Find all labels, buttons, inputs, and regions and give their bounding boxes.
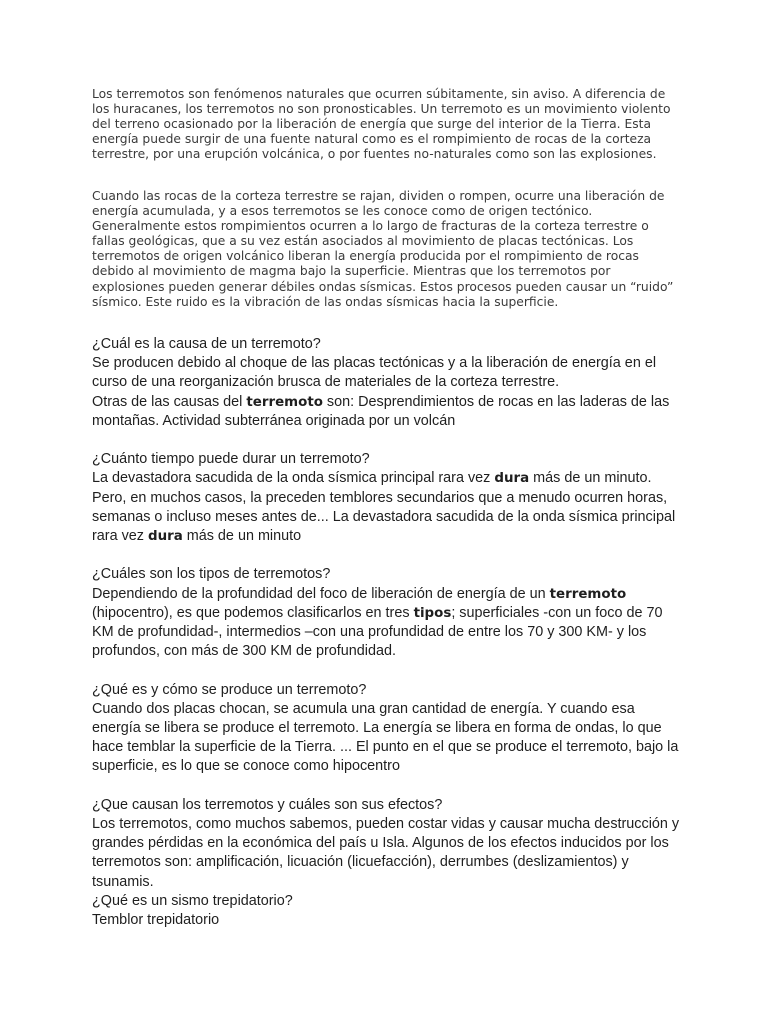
qa-block-tipos: [92, 565, 682, 661]
answer-duracion-bold-2: dura: [147, 529, 183, 545]
qa-block-causa: [92, 335, 682, 431]
answer-duracion-pre: La devastadora sacudida de la onda sísmica principal rara vez: [92, 470, 495, 487]
answer-tipos-bold-1: terremoto: [549, 586, 627, 602]
qa-block-efectos: [92, 796, 682, 930]
qa-block-produccion: [92, 681, 682, 777]
answer-tipos: [92, 585, 682, 662]
qa-section: [92, 335, 682, 930]
qa-block-duracion: [92, 450, 682, 546]
answer-tipos-bold-2: tipos: [413, 605, 452, 621]
question-efectos: ¿Que causan los terremotos y cuáles son sus efectos?: [92, 796, 443, 813]
answer-causa-2: [92, 393, 682, 431]
answer-duracion-post: más de un minuto: [182, 528, 302, 545]
question-causa: ¿Cuál es la causa de un terremoto?: [92, 336, 321, 352]
answer-tipos-mid: (hipocentro), es que podemos clasificarlos en tres: [92, 604, 414, 621]
answer-duracion-bold-1: dura: [494, 471, 530, 487]
intro-paragraph-2: Cuando las rocas de la corteza terrestre se rajan, dividen o rompen, ocurre una liberación de energía acumulada, y a esos terremotos se les conoce como de origen tectónico. Generalmente estos rompimientos ocurren a lo largo de fracturas de la corteza terrestre o fallas geológicas, que a su vez están asociados al movimiento de placas tectónicas. Los terremotos de origen volcánico liberan la energía producida por el rompimiento de rocas debido al movimiento de magma bajo la superficie. Mientras que los terremotos por explosiones pueden generar débiles ondas sísmicas. Estos procesos pueden causar un “ruido” sísmico. Este ruido es la vibración de las ondas sísmicas hacia la superficie.: [92, 189, 674, 309]
intro-paragraph-1: Los terremotos son fenómenos naturales que ocurren súbitamente, sin aviso. A diferencia de los huracanes, los terremotos no son pronosticables. Un terremoto es un movimiento violento del terreno ocasionado por la liberación de energía que surge del interior de la Tierra. Esta energía puede surgir de una fuente natural como es el rompimiento de rocas de la corteza terrestre, por una erupción volcánica, o por fuentes no-naturales como son las explosiones.: [92, 87, 671, 162]
answer-tipos-pre: Dependiendo de la profundidad del foco de liberación de energía de un: [92, 585, 550, 602]
question-produccion: ¿Qué es y cómo se produce un terremoto?: [92, 681, 367, 698]
answer-causa-2-bold: terremoto: [246, 394, 323, 410]
question-duracion: ¿Cuánto tiempo puede durar un terremoto?: [92, 451, 370, 468]
answer-efectos: Los terremotos, como muchos sabemos, pueden costar vidas y causar mucha destrucción y grandes pérdidas en la económica del país u Isla. Algunos de los efectos inducidos por los terremotos son: amplificación, licuación (licuefacción), derrumbes (deslizamientos) y tsunamis.: [92, 816, 680, 890]
question-trepidatorio: ¿Qué es un sismo trepidatorio?: [92, 892, 293, 909]
question-tipos: ¿Cuáles son los tipos de terremotos?: [92, 566, 331, 583]
answer-duracion: [92, 469, 682, 546]
answer-tipos-post: ; superficiales -con un foco de 70 KM de profundidad-, intermedios –con una profundidad de entre los 70 y 300 KM- y los profundos, con más de 300 KM de profundidad.: [92, 604, 663, 660]
answer-produccion: Cuando dos placas chocan, se acumula una gran cantidad de energía. Y cuando esa energía se libera se produce el terremoto. La energía se libera en forma de ondas, lo que hace temblar la superficie de la Tierra. ... El punto en el que se produce el terremoto, bajo la superficie, es lo que se conoce como hipocentro: [92, 700, 679, 775]
answer-causa-2-post: son: Desprendimientos de rocas en las laderas de las montañas. Actividad subterránea originada por un volcán: [92, 393, 670, 429]
answer-causa-2-pre: Otras de las causas del: [92, 393, 247, 410]
answer-duracion-mid: más de un minuto. Pero, en muchos casos, la preceden temblores secundarios que a menudo ocurren horas, semanas o incluso meses antes de... La devastadora sacudida de la onda sísmica principal rara vez: [92, 470, 676, 545]
answer-trepidatorio: Temblor trepidatorio: [92, 912, 220, 929]
answer-causa-1: Se producen debido al choque de las placas tectónicas y a la liberación de energía en el curso de una reorganización brusca de materiales de la corteza terrestre.: [92, 355, 657, 391]
